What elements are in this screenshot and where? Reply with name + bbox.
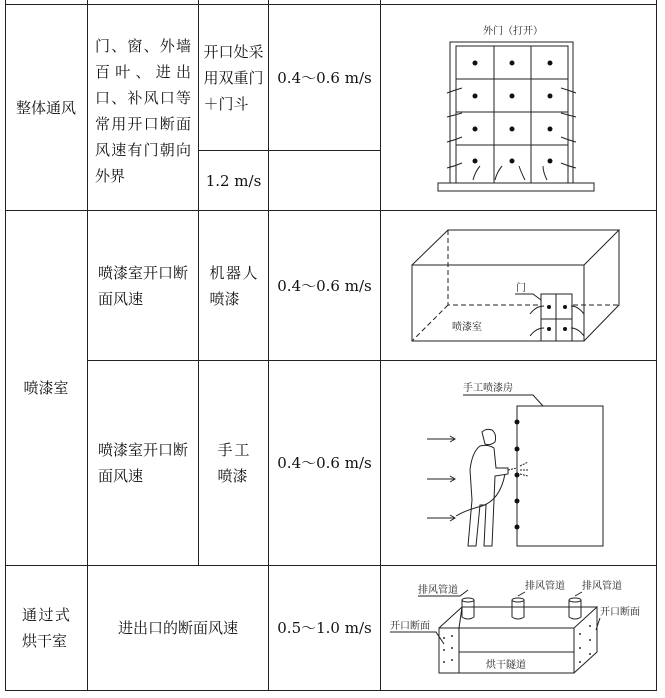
location-cell: 进出口的断面风速 — [117, 619, 238, 637]
drying-tunnel-diagram — [390, 579, 640, 673]
opening-label: 开口断面 — [390, 621, 430, 632]
room-label: 喷漆室 — [452, 322, 482, 333]
speed-cell: 0.4～0.6 m/s — [277, 276, 372, 295]
condition-text: 手工喷漆 — [217, 441, 250, 485]
manual-spray-diagram — [427, 381, 603, 546]
condition-text: 开口处采用双重门＋门斗 — [203, 42, 264, 113]
speed-cell: 0.4～0.6 m/s — [277, 68, 372, 87]
duct-label: 排风管道 — [582, 581, 622, 592]
duct-label: 排风管道 — [525, 581, 565, 592]
tunnel-label: 烘干隧道 — [486, 660, 526, 671]
opening-label: 开口断面 — [600, 607, 640, 618]
category-cell: 整体通风 — [15, 98, 76, 117]
airflow-arrows — [447, 88, 576, 180]
door-diagram — [438, 24, 594, 191]
category-text: 通过式烘干室 — [22, 606, 70, 650]
condition-text: 机器人喷漆 — [209, 263, 258, 308]
speed-cell: 0.4～0.6 m/s — [277, 454, 372, 472]
condition-cell: 1.2 m/s — [205, 171, 262, 190]
location-text: 喷漆室开口断面风速 — [98, 441, 189, 485]
spray-booth-diagram — [412, 230, 619, 341]
measurement-points — [443, 625, 591, 663]
exhaust-ducts — [462, 598, 581, 619]
door-label: 门 — [516, 283, 526, 294]
location-text: 喷漆室开口断面风速 — [98, 263, 189, 308]
room-label: 手工喷漆房 — [463, 383, 513, 394]
location-text: 门、窗、外墙百叶、进出口、补风口等常用开口断面风速有门朝向外界 — [95, 37, 191, 185]
category-cell: 喷漆室 — [23, 379, 69, 397]
duct-label: 排风管道 — [418, 585, 458, 596]
door-label: 外门（打开） — [483, 26, 543, 37]
speed-cell: 0.5～1.0 m/s — [277, 619, 372, 637]
